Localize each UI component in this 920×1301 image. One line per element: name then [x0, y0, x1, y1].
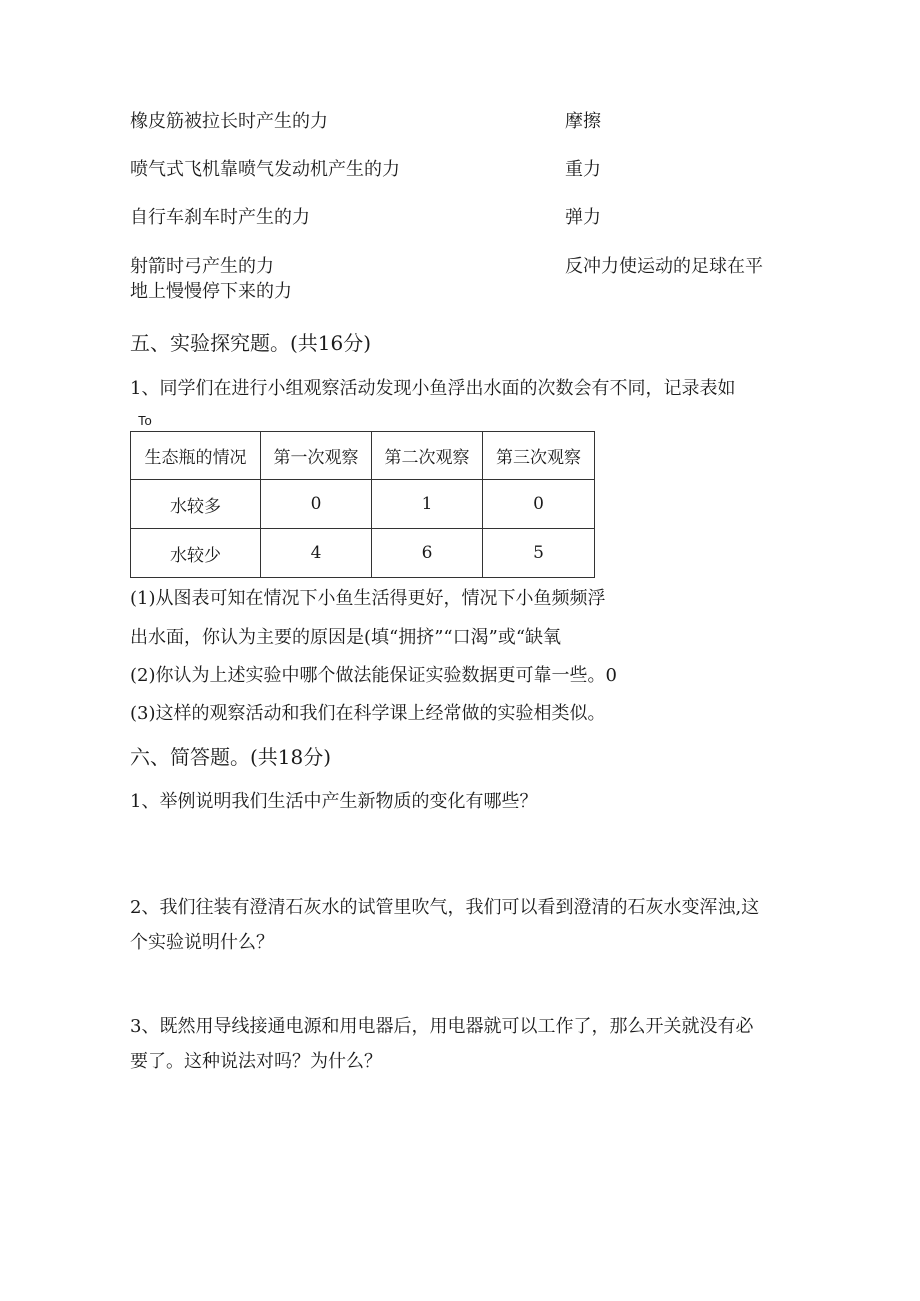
section-6-q3-line-1: 3、既然用导线接通电源和用电器后，用电器就可以工作了，那么开关就没有必 — [130, 1016, 754, 1037]
table-row — [131, 480, 595, 529]
sub-question-1-line-1: (1)从图表可知在情况下小鱼生活得更好，情况下小鱼频频浮 — [130, 588, 606, 609]
section-6-q2-line-1: 2、我们往装有澄清石灰水的试管里吹气，我们可以看到澄清的石灰水变浑浊,这 — [130, 897, 760, 918]
match-right-2: 重力 — [565, 159, 601, 180]
section-5-q1-text: 1、同学们在进行小组观察活动发现小鱼浮出水面的次数会有不同，记录表如 — [130, 378, 736, 399]
table-cell: 0 — [261, 480, 372, 529]
table-row — [131, 529, 595, 578]
table-cell: 0 — [483, 480, 595, 529]
match-right-3: 弹力 — [565, 207, 601, 228]
table-header-cell: 第一次观察 — [261, 432, 372, 480]
table-header-cell: 生态瓶的情况 — [131, 432, 261, 480]
match-right-4: 反冲力使运动的足球在平 — [565, 256, 763, 277]
section-6-q3-line-2: 要了。这种说法对吗？为什么？ — [130, 1051, 382, 1072]
match-left-4: 射箭时弓产生的力 — [130, 256, 274, 277]
section-5-heading: 五、实验探究题。(共16分) — [130, 331, 372, 355]
sub-question-3: (3)这样的观察活动和我们在科学课上经常做的实验相类似。 — [130, 703, 606, 724]
table-header-cell: 第三次观察 — [483, 432, 595, 480]
section-6-q1: 1、举例说明我们生活中产生新物质的变化有哪些？ — [130, 791, 538, 812]
table-header-row — [131, 432, 595, 480]
table-cell: 4 — [261, 529, 372, 578]
match-right-1: 摩擦 — [565, 111, 601, 132]
sub-question-2: (2)你认为上述实验中哪个做法能保证实验数据更可靠一些。0 — [130, 665, 617, 686]
observation-table — [130, 431, 595, 578]
table-cell: 水较少 — [131, 529, 261, 578]
section-6-heading: 六、简答题。(共18分) — [130, 745, 332, 769]
match-left-1: 橡皮筋被拉长时产生的力 — [130, 111, 328, 132]
table-header-cell: 第二次观察 — [372, 432, 483, 480]
table-cell: 6 — [372, 529, 483, 578]
section-6-q2-line-2: 个实验说明什么？ — [130, 932, 274, 953]
match-left-2: 喷气式飞机靠喷气发动机产生的力 — [130, 159, 400, 180]
table-cell: 水较多 — [131, 480, 261, 529]
section-5-q1-tail: To — [138, 413, 152, 428]
table-cell: 1 — [372, 480, 483, 529]
table-cell: 5 — [483, 529, 595, 578]
match-left-4-continued: 地上慢慢停下来的力 — [130, 281, 292, 302]
match-left-3: 自行车刹车时产生的力 — [130, 207, 310, 228]
sub-question-1-line-2: 出水面，你认为主要的原因是(填“拥挤”“口渴”或“缺氧 — [130, 627, 562, 648]
